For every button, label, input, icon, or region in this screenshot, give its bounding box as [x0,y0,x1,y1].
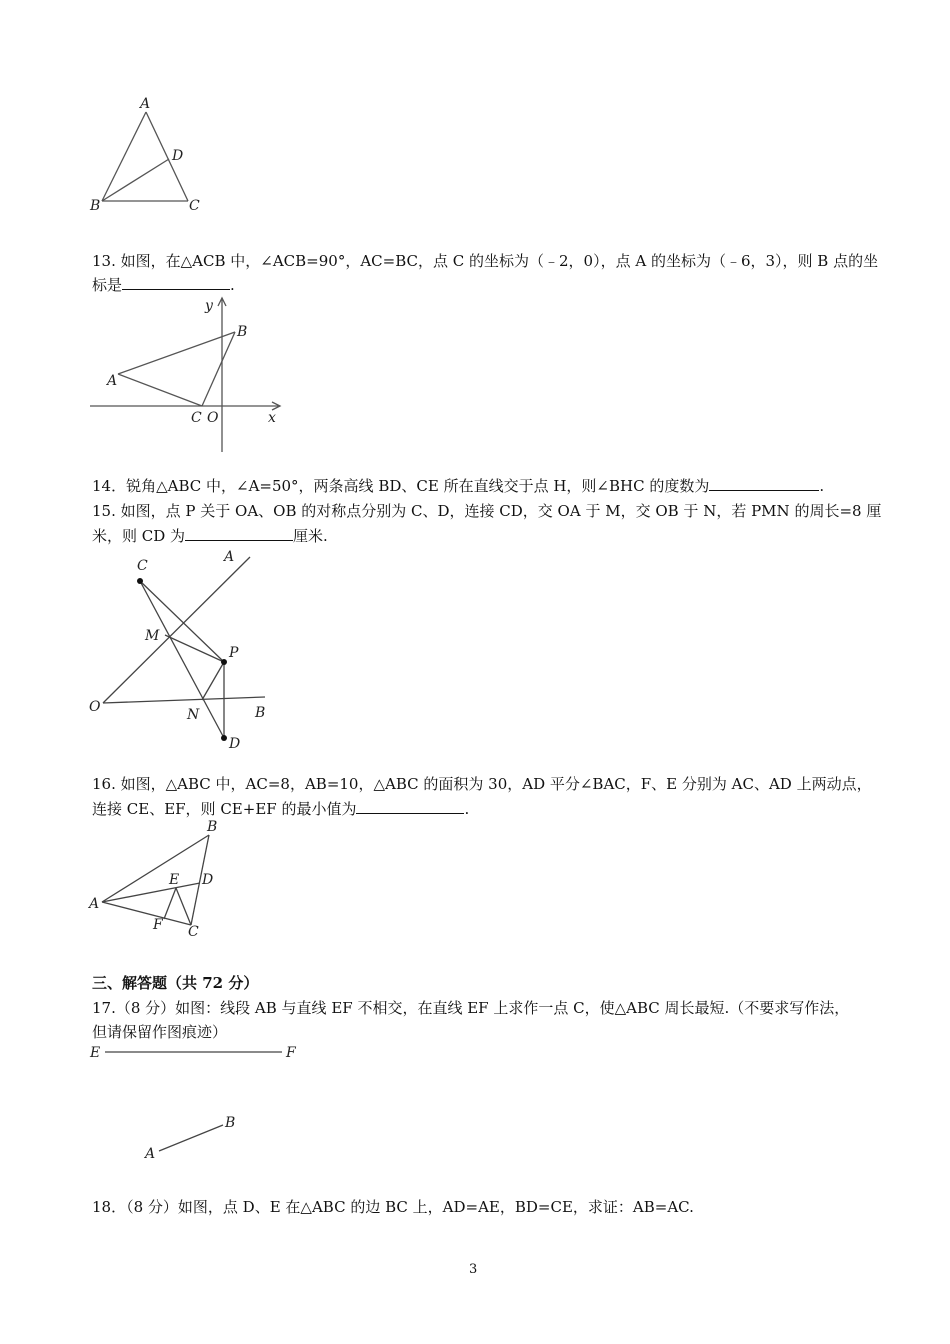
label-a: A [224,549,235,565]
label-f: F [153,917,163,933]
question-16-end: . [464,800,470,818]
label-o: O [89,699,101,715]
segment-ef [164,888,176,919]
figure-15 [85,545,285,755]
question-15-line2 [92,525,328,547]
label-n: N [187,707,200,723]
label-c: C [137,558,148,574]
question-15-line2-text: 米，则 CD 为 [92,527,186,545]
label-p: P [229,645,239,661]
label-f: F [286,1045,296,1061]
figure-17 [85,1040,315,1170]
question-14-end: . [819,477,825,495]
question-13-line1: 13. 如图，在△ACB 中，∠ACB=90°，AC=BC，点 C 的坐标为（﹣2，0），点 A 的坐标为（﹣6，3），则 B 点的坐 [92,252,879,270]
answer-blank-16[interactable] [356,798,464,814]
page-number: 3 [469,1262,478,1277]
segment-cb [202,332,235,406]
figure-12 [85,90,215,220]
segment-cd [140,581,224,738]
label-b: B [90,198,101,214]
segment-cp [140,581,224,662]
question-13-line2-text: 标是 [92,276,123,294]
segment-ac [102,902,191,925]
figure-13 [85,292,295,462]
question-18: 18．（8 分）如图，点 D、E 在△ABC 的边 BC 上，AD=AE，BD=CE，求证：AB=AC. [92,1198,694,1216]
label-a: A [107,373,118,389]
segment-ac [118,374,202,406]
segment-ec [176,888,191,925]
label-e: E [169,872,180,888]
label-b: B [255,705,266,721]
answer-blank-14[interactable] [709,475,819,491]
label-b: B [237,324,248,340]
section-3-heading: 三、解答题（共 72 分） [92,974,259,992]
point-c [137,578,143,584]
point-d [221,735,227,741]
question-13-end: . [230,276,235,294]
label-a: A [140,96,151,112]
label-y: y [205,298,213,314]
label-e: E [90,1045,101,1061]
label-d: D [172,148,184,164]
segment-ab [159,1125,223,1151]
question-14 [92,475,824,497]
segment-np [202,662,224,700]
label-c: C [191,410,202,426]
label-b: B [225,1115,236,1131]
question-16-line2-text: 连接 CE、EF，则 CE+EF 的最小值为 [92,800,357,818]
label-a: A [89,896,100,912]
segment-ab [118,332,235,374]
question-15-line1: 15. 如图，点 P 关于 OA、OB 的对称点分别为 C、D，连接 CD，交 OA 于 M，交 OB 于 N，若 PMN 的周长=8 厘 [92,502,882,520]
label-c: C [189,198,200,214]
question-15-end: 厘米. [293,527,328,545]
question-14-text: 14．锐角△ABC 中，∠A=50°，两条高线 BD、CE 所在直线交于点 H，则∠BHC 的度数为 [92,477,710,495]
label-c: C [188,924,199,940]
figure-16 [85,815,235,945]
label-o: O [207,410,219,426]
label-x: x [268,410,276,426]
answer-blank-15[interactable] [185,525,293,541]
label-b: B [207,819,218,835]
segment-mp [165,635,224,662]
point-p [221,659,227,665]
label-d: D [229,736,241,752]
label-m: M [145,628,160,644]
question-17-line1: 17.（8 分）如图：线段 AB 与直线 EF 不相交，在直线 EF 上求作一点 C，使△ABC 周长最短.（不要求写作法， [92,999,850,1017]
question-16-line1: 16. 如图，△ABC 中，AC=8，AB=10，△ABC 的面积为 30，AD 平分∠BAC，F、E 分别为 AC、AD 上两动点， [92,775,872,793]
question-17-line2: 但请保留作图痕迹） [92,1023,228,1041]
ray-ob [103,697,265,703]
ray-oa [103,557,250,703]
answer-blank-13[interactable] [122,274,230,290]
label-d: D [202,872,214,888]
label-a: A [145,1146,156,1162]
